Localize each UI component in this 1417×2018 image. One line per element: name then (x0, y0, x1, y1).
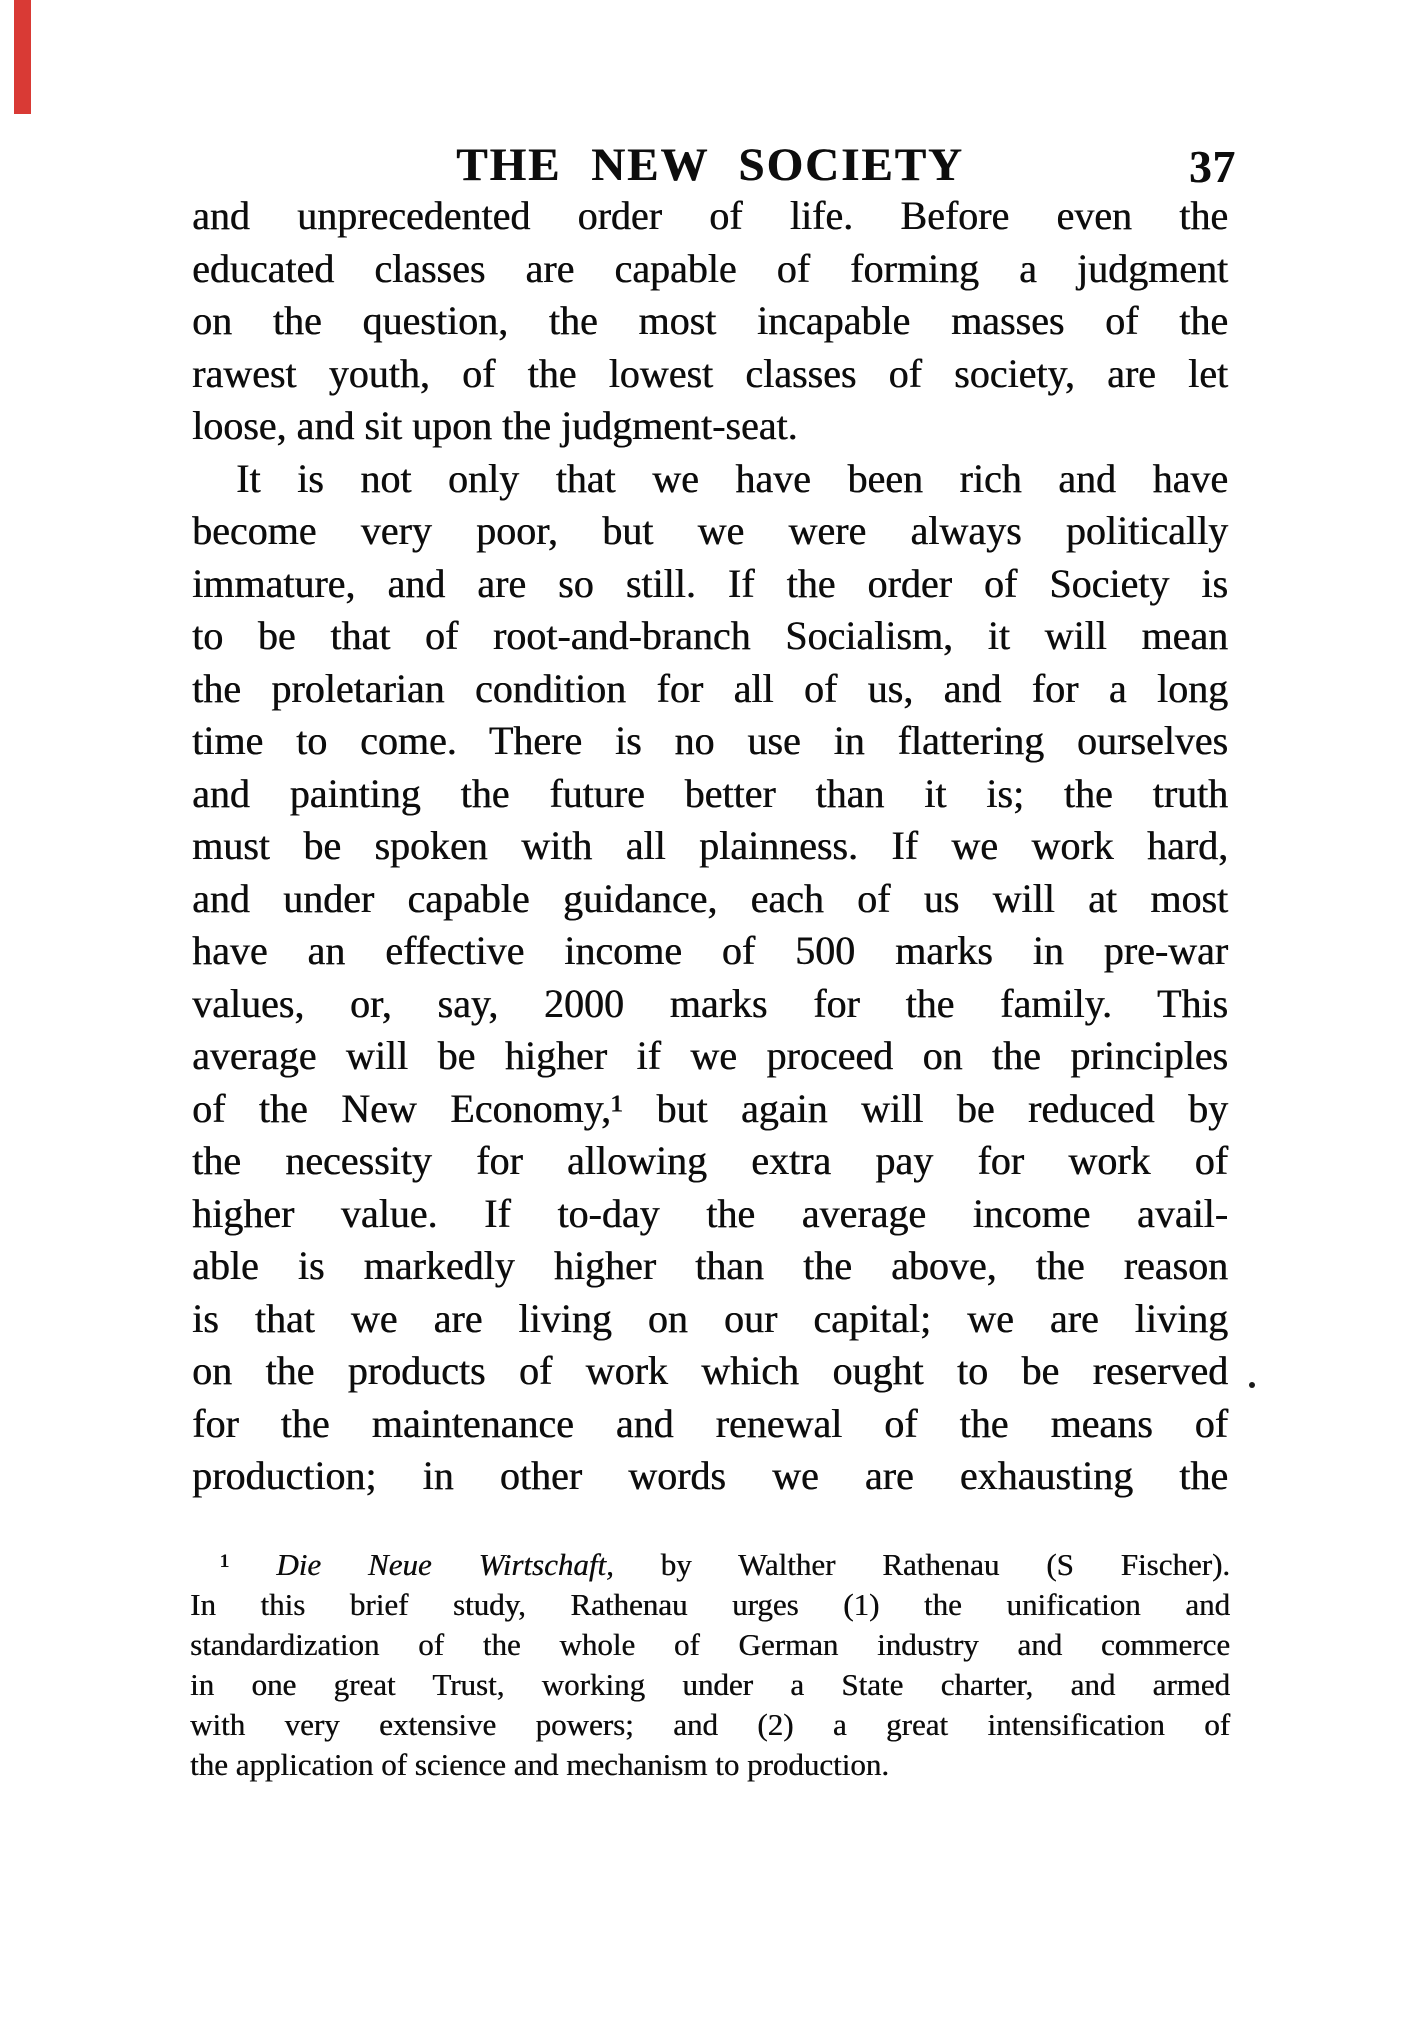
footnote-book-title: Die Neue Wirtschaft, (276, 1547, 614, 1582)
text-line: production; in other words we are exhausting the (192, 1453, 1228, 1498)
footnote-text-segment: In this brief study, Rathenau urges (1) the unification and (190, 1587, 1230, 1622)
footnote-line (190, 1665, 1230, 1705)
body-text (192, 190, 1228, 1503)
footnote-line (190, 1545, 1230, 1585)
text-line: loose, and sit upon the judgment-seat. (192, 403, 798, 448)
footnote-text-segment: in one great Trust, working under a State charter, and armed (190, 1667, 1230, 1702)
footnote-line (190, 1585, 1230, 1625)
text-line: higher value. If to-day the average income avail- (192, 1190, 1228, 1236)
text-line: and under capable guidance, each of us will at most (192, 875, 1228, 921)
text-line: immature, and are so still. If the order of Society is (192, 560, 1228, 606)
text-line: and painting the future better than it is; the truth (192, 770, 1228, 816)
text-line: become very poor, but we were always politically (192, 508, 1228, 553)
paragraph (192, 190, 1228, 453)
text-line: for the maintenance and renewal of the means of (192, 1400, 1228, 1446)
page-number: 37 (1189, 142, 1236, 192)
text-line: the necessity for allowing extra pay for work of (192, 1138, 1228, 1183)
text-line: rawest youth, of the lowest classes of society, are let (192, 350, 1228, 396)
stray-ink-dot (1249, 1382, 1255, 1388)
footnote-line (190, 1625, 1230, 1665)
text-line: It is not only that we have been rich and have (236, 455, 1228, 501)
text-line: have an effective income of 500 marks in pre-war (192, 928, 1228, 973)
text-line: time to come. There is no use in flattering ourselves (192, 718, 1228, 763)
text-line: of the New Economy,¹ but again will be reduced by (192, 1085, 1228, 1131)
text-line: the proletarian condition for all of us, and for a long (192, 665, 1228, 711)
paragraph (192, 453, 1228, 1503)
text-line: values, or, say, 2000 marks for the family. This (192, 980, 1228, 1026)
footnote-line (190, 1745, 1230, 1785)
text-line: average will be higher if we proceed on the principles (192, 1033, 1228, 1078)
footnote-line (190, 1705, 1230, 1745)
footnote-text-segment: with very extensive powers; and (2) a great intensification of (190, 1707, 1230, 1742)
text-line: to be that of root-and-branch Socialism, it will mean (192, 613, 1228, 658)
text-line: must be spoken with all plainness. If we work hard, (192, 823, 1228, 868)
footnote-text (190, 1545, 1230, 1785)
footnote-text-segment: standardization of the whole of German industry and commerce (190, 1627, 1230, 1662)
red-edge-mark (14, 0, 31, 114)
footnote-text-segment: the application of science and mechanism to production. (190, 1747, 889, 1782)
running-head (192, 139, 1236, 196)
text-line: able is markedly higher than the above, the reason (192, 1243, 1228, 1288)
text-line: is that we are living on our capital; we are living (192, 1295, 1228, 1341)
text-line: on the question, the most incapable masses of the (192, 298, 1228, 343)
text-line: on the products of work which ought to be reserved (192, 1348, 1228, 1393)
text-line: educated classes are capable of forming a judgment (192, 245, 1228, 291)
page-title: THE NEW SOCIETY (456, 139, 964, 191)
text-line: and unprecedented order of life. Before even the (192, 193, 1228, 238)
footnote-text-segment: ¹ (220, 1547, 277, 1582)
footnote-text-segment: by Walther Rathenau (S Fischer). (613, 1547, 1231, 1582)
